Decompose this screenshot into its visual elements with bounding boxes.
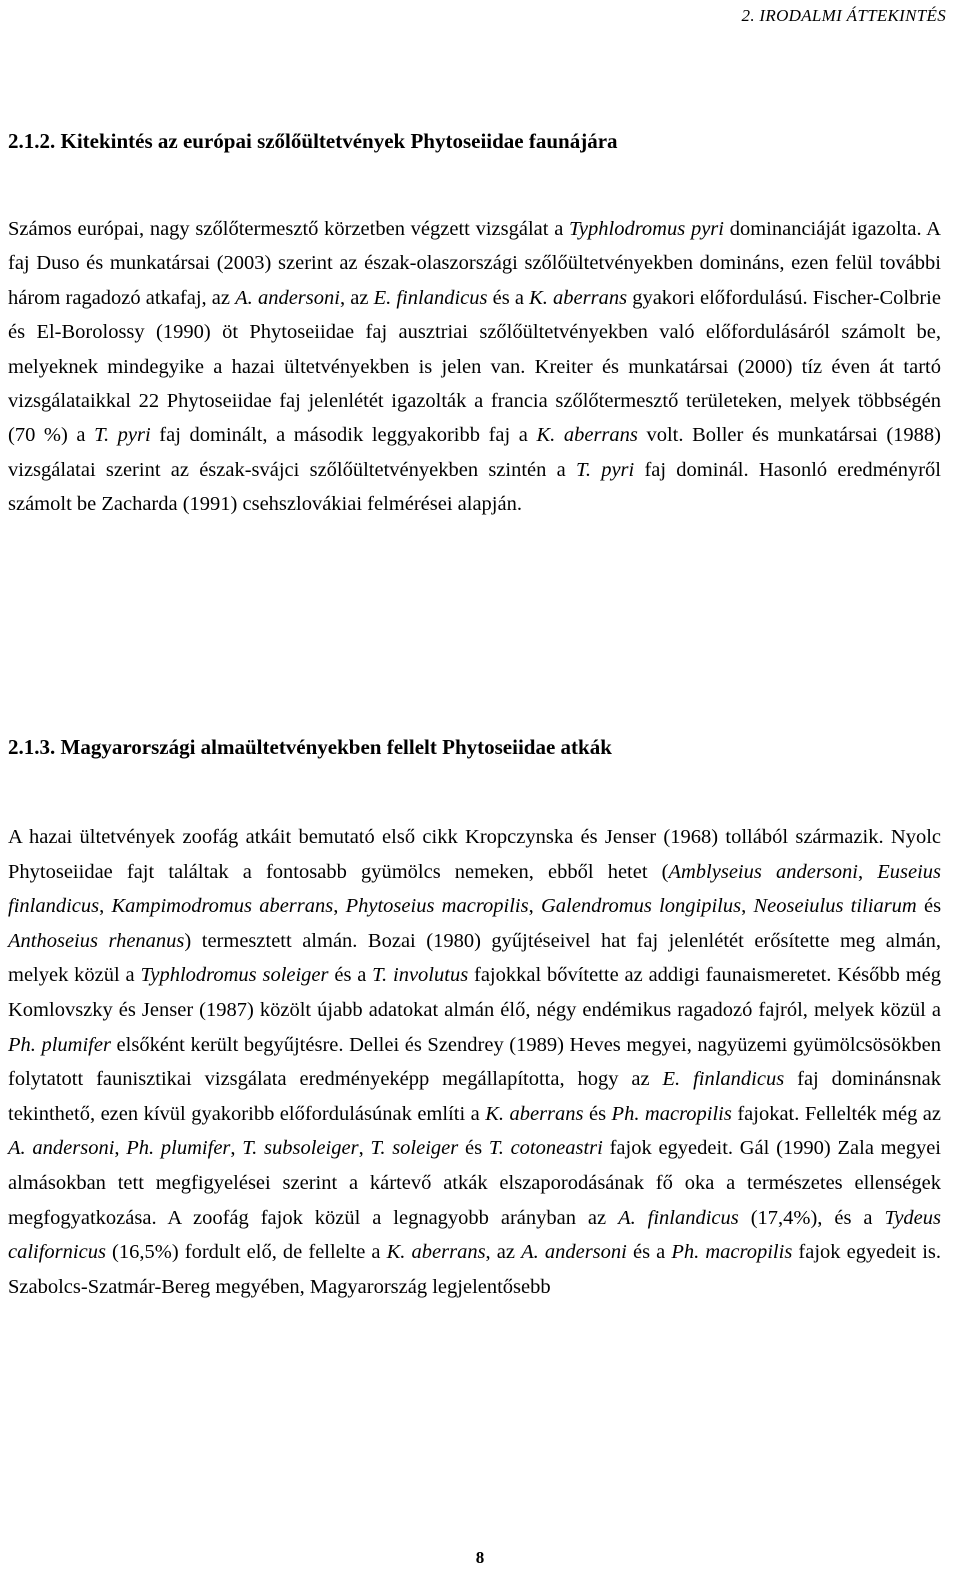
paragraph-text: faj dominál. Hasonló eredményről számolt be Zacharda (1991) csehszlovákiai felmérései alapján. <box>8 458 941 516</box>
paragraph-european-vineyards <box>8 212 941 522</box>
paragraph-text: A hazai ültetvények zoofág atkáit bemutató első cikk Kropczynska és Jenser (1968) tollából származik. Nyolc Phytoseiidae fajt találtak a fontosabb gyümölcs nemeken, ebből hetet ( <box>8 826 941 883</box>
italic-taxon-text: Ph. macropilis <box>671 1241 793 1264</box>
section-number: 2.1.3. <box>8 735 56 759</box>
italic-taxon-text: K. aberrans <box>485 1102 584 1125</box>
italic-taxon-text: Kampimodromus aberrans <box>111 895 334 918</box>
italic-taxon-text: Amblyseius andersoni <box>668 860 858 883</box>
italic-taxon-text: T. pyri <box>94 424 151 447</box>
section-title: Magyarországi almaültetvényekben fellelt Phytoseiidae atkák <box>60 735 612 759</box>
italic-taxon-text: Phytoseius macropilis <box>345 895 529 918</box>
paragraph-text: Számos európai, nagy szőlőtermesztő körzetben végzett vizsgálat a <box>8 218 570 240</box>
paragraph-text: , <box>857 860 878 883</box>
paragraph-text: , <box>230 1137 243 1160</box>
paragraph-text: fajokkal bővítette az addigi faunaismeretet. Később még Komlovszky és Jenser (1987) közölt újabb adatokat almán élő, négy endémikus ragadozó fajról, melyek közül a <box>8 964 941 1021</box>
paragraph-text: és a <box>487 286 530 309</box>
italic-taxon-text: A. andersoni <box>235 286 340 309</box>
paragraph-text: (17,4%), és a <box>738 1206 885 1229</box>
paragraph-text: fajok egyedeit is. Szabolcs-Szatmár-Bereg megyében, Magyarország legjelentősebb <box>8 1241 941 1298</box>
paragraph-text: , az <box>339 286 374 309</box>
paragraph-text: (16,5%) fordult elő, de fellelte a <box>105 1241 387 1264</box>
italic-taxon-text: Euseius finlandicus <box>8 860 942 918</box>
italic-taxon-text: K. aberrans <box>536 424 638 447</box>
paragraph-text: elsőként került begyűjtésre. Dellei és Szendrey (1989) Heves megyei, nagyüzemi gyümölcsösökben folytatott faunisztikai vizsgálata eredményeképp megállapította, hogy az <box>8 1033 941 1091</box>
italic-taxon-text: A. andersoni <box>521 1241 627 1264</box>
italic-taxon-text: K. aberrans <box>529 286 628 309</box>
italic-taxon-text: Typhlodromus soleiger <box>140 964 329 987</box>
italic-taxon-text: Anthoseius rhenanus <box>8 929 185 952</box>
italic-taxon-text: Ph. plumifer <box>8 1033 111 1056</box>
paragraph-text: ) termesztett almán. Bozai (1980) gyűjtéseivel hat faj jelenlétét erősítette meg almán, melyek közül a <box>8 929 941 987</box>
italic-taxon-text: Typhlodromus pyri <box>569 218 724 240</box>
italic-taxon-text: T. pyri <box>575 458 635 481</box>
section-heading-2-1-3 <box>8 735 612 760</box>
paragraph-text: , <box>333 895 346 918</box>
paragraph-text: és a <box>328 964 373 987</box>
italic-taxon-text: Tydeus californicus <box>8 1206 941 1264</box>
paragraph-text: , <box>528 895 541 918</box>
italic-taxon-text: T. subsoleiger <box>242 1137 359 1160</box>
paragraph-text: , az <box>485 1241 522 1264</box>
paragraph-text: fajokat. Fellelték még az <box>731 1102 942 1125</box>
italic-taxon-text: T. cotoneastri <box>488 1137 603 1160</box>
paragraph-text: gyakori előfordulású. Fischer-Colbrie és El-Borolossy (1990) öt Phytoseiidae faj ausztriai szőlőültetvényekben való előfordulásáról számolt be, melyeknek mindegyike a hazai ültetvényekben is jelen van. Kreiter és munkatársai (2000) tíz éven át tartó vizsgálataikkal 22 Phytoseiidae faj jelenlétét igazolták a francia szőlőtermesztő területeken, melyek többségén (70 %) a <box>8 286 941 447</box>
italic-taxon-text: K. aberrans <box>386 1241 486 1264</box>
paragraph-text: , <box>358 1137 371 1160</box>
paragraph-text: és <box>583 1102 612 1125</box>
section-title: Kitekintés az európai szőlőültetvények Phytoseiidae faunájára <box>60 129 618 153</box>
italic-taxon-text: Ph. macropilis <box>611 1102 732 1125</box>
paragraph-hungarian-apple-orchards <box>8 820 941 1304</box>
italic-taxon-text: A. andersoni <box>8 1137 115 1160</box>
paragraph-text: , <box>114 1137 127 1160</box>
italic-taxon-text: A. finlandicus <box>618 1206 739 1229</box>
paragraph-text: és a <box>626 1241 672 1264</box>
paragraph-text: faj dominánsnak tekinthető, ezen kívül gyakoribb előfordulásúnak említi a <box>8 1068 941 1125</box>
paragraph-text: , <box>741 895 754 918</box>
paragraph-text: és <box>916 895 942 918</box>
paragraph-text: és <box>458 1137 489 1160</box>
running-header: 2. IRODALMI ÁTTEKINTÉS <box>741 6 946 25</box>
italic-taxon-text: E. finlandicus <box>662 1068 785 1091</box>
italic-taxon-text: T. involutus <box>372 964 469 987</box>
italic-taxon-text: Galendromus longipilus <box>540 895 742 918</box>
paragraph-text: dominanciáját igazolta. A faj Duso és munkatársai (2003) szerint az észak-olaszországi szőlőültetvényekben domináns, ezen felül további három ragadozó atkafaj, az <box>8 218 941 309</box>
italic-taxon-text: Neoseiulus tiliarum <box>753 895 917 918</box>
section-heading-2-1-2 <box>8 129 618 154</box>
section-number: 2.1.2. <box>8 129 56 153</box>
italic-taxon-text: T. soleiger <box>370 1137 459 1160</box>
paragraph-text: faj dominált, a második leggyakoribb faj a <box>150 424 537 447</box>
paragraph-text: volt. Boller és munkatársai (1988) vizsgálatai szerint az észak-svájci szőlőültetvényekben szintén a <box>8 424 941 481</box>
paragraph-text: , <box>99 895 112 918</box>
page-number: 8 <box>475 1548 485 1567</box>
italic-taxon-text: Ph. plumifer <box>126 1137 231 1160</box>
paragraph-text: fajok egyedeit. Gál (1990) Zala megyei almásokban tett megfigyelései szerint a kártevő atkák elszaporodásának fő oka a természetes ellenségek megfogyatkozása. A zoofág fajok közül a legnagyobb arányban az <box>8 1137 942 1229</box>
italic-taxon-text: E. finlandicus <box>373 286 488 309</box>
